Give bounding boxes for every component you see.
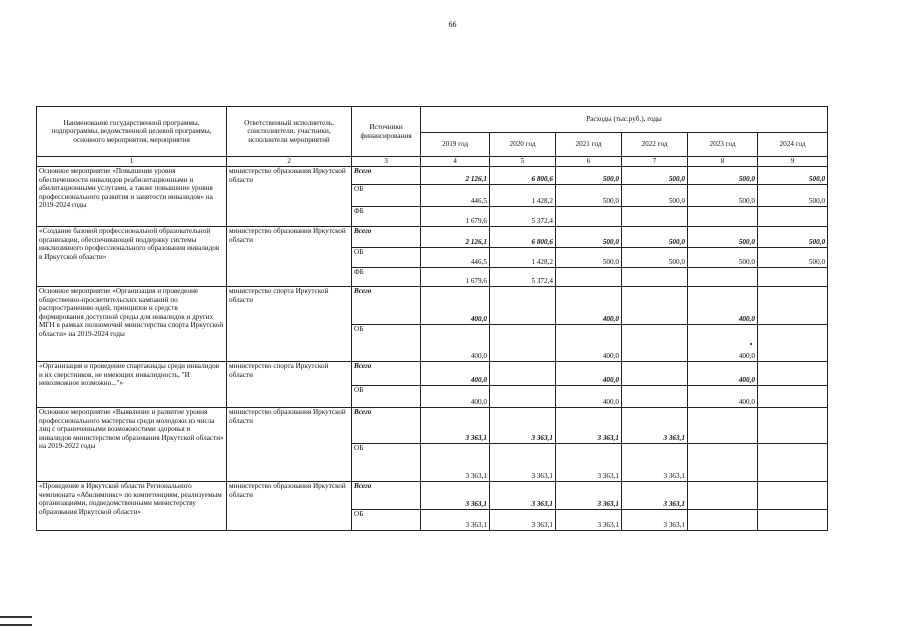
expense-value — [490, 386, 556, 408]
funding-source: Всего — [352, 482, 421, 510]
expense-value: 1 428,2 — [490, 248, 556, 268]
expense-value: 500,0 — [556, 185, 622, 207]
expense-value: 500,0 — [758, 167, 828, 185]
expense-value: 1 679,6 — [421, 268, 490, 287]
funding-table — [36, 106, 828, 531]
expense-value — [622, 207, 688, 227]
executor: министерство образования Иркутской области — [227, 408, 352, 482]
column-number: 4 — [421, 157, 490, 167]
expense-value: 500,0 — [688, 185, 758, 207]
expense-value — [622, 268, 688, 287]
expense-value: 3 363,1 — [421, 408, 490, 444]
expense-value: 500,0 — [556, 248, 622, 268]
column-number: 9 — [758, 157, 828, 167]
expense-value: 3 363,1 — [622, 444, 688, 482]
expense-value — [688, 207, 758, 227]
expense-value — [688, 510, 758, 531]
table-row — [37, 227, 828, 248]
expense-value: 400,0 — [556, 362, 622, 386]
header-expenses: Расходы (тыс.руб.), годы — [421, 107, 828, 133]
expense-value: 446,5 — [421, 248, 490, 268]
expense-value: 500,0 — [758, 227, 828, 248]
expense-value: 5 372,4 — [490, 268, 556, 287]
expense-value: 500,0 — [622, 167, 688, 185]
expense-value — [556, 268, 622, 287]
expense-value: 3 363,1 — [421, 482, 490, 510]
expense-value — [688, 444, 758, 482]
expense-value: 400,0 — [556, 287, 622, 325]
expense-value — [758, 408, 828, 444]
expense-value: 500,0 — [688, 227, 758, 248]
funding-source: ОБ — [352, 248, 421, 268]
expense-value: 500,0 — [556, 227, 622, 248]
executor: министерство спорта Иркутской области — [227, 362, 352, 408]
expense-value: 3 363,1 — [556, 482, 622, 510]
funding-source: Всего — [352, 362, 421, 386]
funding-source: Всего — [352, 287, 421, 325]
header-year: 2021 год — [556, 133, 622, 157]
executor: министерство образования Иркутской области — [227, 227, 352, 287]
expense-value: 2 126,1 — [421, 227, 490, 248]
expense-value: 3 363,1 — [490, 408, 556, 444]
expense-value — [758, 325, 828, 362]
expense-value: 3 363,1 — [556, 510, 622, 531]
measure-name: Основное мероприятие «Выявление и развитие уровня профессионального мастерства среди молодежи из числа лиц с ограниченными возможностями здоровья и инвалидов министерством образования Иркутской области» на 2019-2022 годы — [37, 408, 227, 482]
expense-value: 3 363,1 — [622, 408, 688, 444]
header-executor: Ответственный исполнитель, соисполнители, участники, исполнители мероприятий — [227, 107, 352, 157]
funding-source: ОБ — [352, 185, 421, 207]
expense-value: 500,0 — [758, 248, 828, 268]
expense-value: 1 428,2 — [490, 185, 556, 207]
expense-value — [758, 444, 828, 482]
executor: министерство спорта Иркутской области — [227, 287, 352, 362]
column-number: 5 — [490, 157, 556, 167]
funding-source: ОБ — [352, 444, 421, 482]
expense-value — [758, 510, 828, 531]
column-number: 2 — [227, 157, 352, 167]
column-number: 3 — [352, 157, 421, 167]
header-year: 2022 год — [622, 133, 688, 157]
header-year: 2019 год — [421, 133, 490, 157]
expense-value — [622, 386, 688, 408]
expense-value: 3 363,1 — [622, 510, 688, 531]
expense-value: 3 363,1 — [490, 444, 556, 482]
expense-value: 500,0 — [556, 167, 622, 185]
funding-source: Всего — [352, 167, 421, 185]
expense-value — [688, 482, 758, 510]
table-row — [37, 167, 828, 185]
column-number: 7 — [622, 157, 688, 167]
expense-value: 500,0 — [688, 167, 758, 185]
expense-value — [688, 268, 758, 287]
table-row — [37, 482, 828, 510]
expense-value: 400,0 — [688, 386, 758, 408]
expense-value: 2 126,1 — [421, 167, 490, 185]
expense-value: 446,5 — [421, 185, 490, 207]
column-number: 1 — [37, 157, 227, 167]
expense-value: 500,0 — [622, 248, 688, 268]
funding-source: ОБ — [352, 386, 421, 408]
expense-value: 400,0 — [421, 362, 490, 386]
expense-value — [622, 325, 688, 362]
expense-value: 500,0 — [622, 185, 688, 207]
expense-value — [688, 408, 758, 444]
expense-value: 400,0 — [688, 325, 758, 362]
page-edge-mark — [0, 624, 32, 626]
measure-name: «Проведение в Иркутской области Регионального чемпионата «Абилимпикс» по компетенциям, реализуемым организациями, подведомственными министерству образования Иркутской области» — [37, 482, 227, 531]
expense-value: 400,0 — [556, 386, 622, 408]
header-year: 2023 год — [688, 133, 758, 157]
header-source: Источники финансирования — [352, 107, 421, 157]
expense-value: 400,0 — [688, 362, 758, 386]
funding-source: ФБ — [352, 207, 421, 227]
scan-dot — [750, 343, 752, 345]
expense-value: 400,0 — [421, 325, 490, 362]
funding-source: ОБ — [352, 325, 421, 362]
funding-source: ФБ — [352, 268, 421, 287]
expense-value — [490, 362, 556, 386]
expense-value — [758, 268, 828, 287]
expense-value: 6 800,6 — [490, 167, 556, 185]
funding-source: Всего — [352, 227, 421, 248]
table-row — [37, 362, 828, 386]
expense-value: 3 363,1 — [421, 444, 490, 482]
expense-value — [622, 287, 688, 325]
expense-value: 500,0 — [688, 248, 758, 268]
page-number: 66 — [448, 20, 457, 29]
executor: министерство образования Иркутской области — [227, 482, 352, 531]
expense-value — [490, 287, 556, 325]
table-row — [37, 287, 828, 325]
expense-value: 500,0 — [758, 185, 828, 207]
expense-value: 3 363,1 — [490, 482, 556, 510]
expense-value — [758, 386, 828, 408]
expense-value: 3 363,1 — [622, 482, 688, 510]
executor: министерство образования Иркутской области — [227, 167, 352, 227]
expense-value: 400,0 — [421, 287, 490, 325]
expense-value: 6 800,6 — [490, 227, 556, 248]
table-row — [37, 408, 828, 444]
measure-name: «Организация и проведение спартакиады среди инвалидов и их сверстников, не имеющих инвалидность, "И невозможное возможно..."» — [37, 362, 227, 408]
expense-value: 3 363,1 — [556, 444, 622, 482]
measure-name: Основное мероприятие «Организация и проведение общественно-просветительских кампаний по распространению идей, принципов и средств формирования доступной среды для инвалидов и других МГН в рамках полномочий министерства спорта Иркутской области» на 2019-2024 годы — [37, 287, 227, 362]
expense-value: 1 679,6 — [421, 207, 490, 227]
measure-name: Основное мероприятие «Повышение уровня обеспеченности инвалидов реабилитационными и абилитационными услугами, а также повышение уровня профессионального развития и занятости инвалидов» на 2019-2024 годы — [37, 167, 227, 227]
expense-value — [556, 207, 622, 227]
measure-name: «Создание базовой профессиональной образовательной организации, обеспечивающей поддержку системы инклюзивного профессионального образования инвалидов в Иркутской области» — [37, 227, 227, 287]
expense-value: 3 363,1 — [556, 408, 622, 444]
expense-value — [758, 362, 828, 386]
expense-value: 3 363,1 — [421, 510, 490, 531]
header-year: 2020 год — [490, 133, 556, 157]
funding-source: ОБ — [352, 510, 421, 531]
expense-value: 500,0 — [622, 227, 688, 248]
expense-value: 400,0 — [556, 325, 622, 362]
column-number: 8 — [688, 157, 758, 167]
header-name: Наименование государственной программы, подпрограммы, ведомственной целевой программы, основного мероприятия, мероприятия — [37, 107, 227, 157]
expense-value: 400,0 — [688, 287, 758, 325]
expense-value — [758, 287, 828, 325]
expense-value — [490, 325, 556, 362]
expense-value: 5 372,4 — [490, 207, 556, 227]
expense-value — [758, 207, 828, 227]
header-year: 2024 год — [758, 133, 828, 157]
expense-value — [622, 362, 688, 386]
expense-value: 400,0 — [421, 386, 490, 408]
expense-value — [758, 482, 828, 510]
column-number: 6 — [556, 157, 622, 167]
page-edge-mark — [0, 616, 32, 618]
expense-value: 3 363,1 — [490, 510, 556, 531]
funding-source: Всего — [352, 408, 421, 444]
